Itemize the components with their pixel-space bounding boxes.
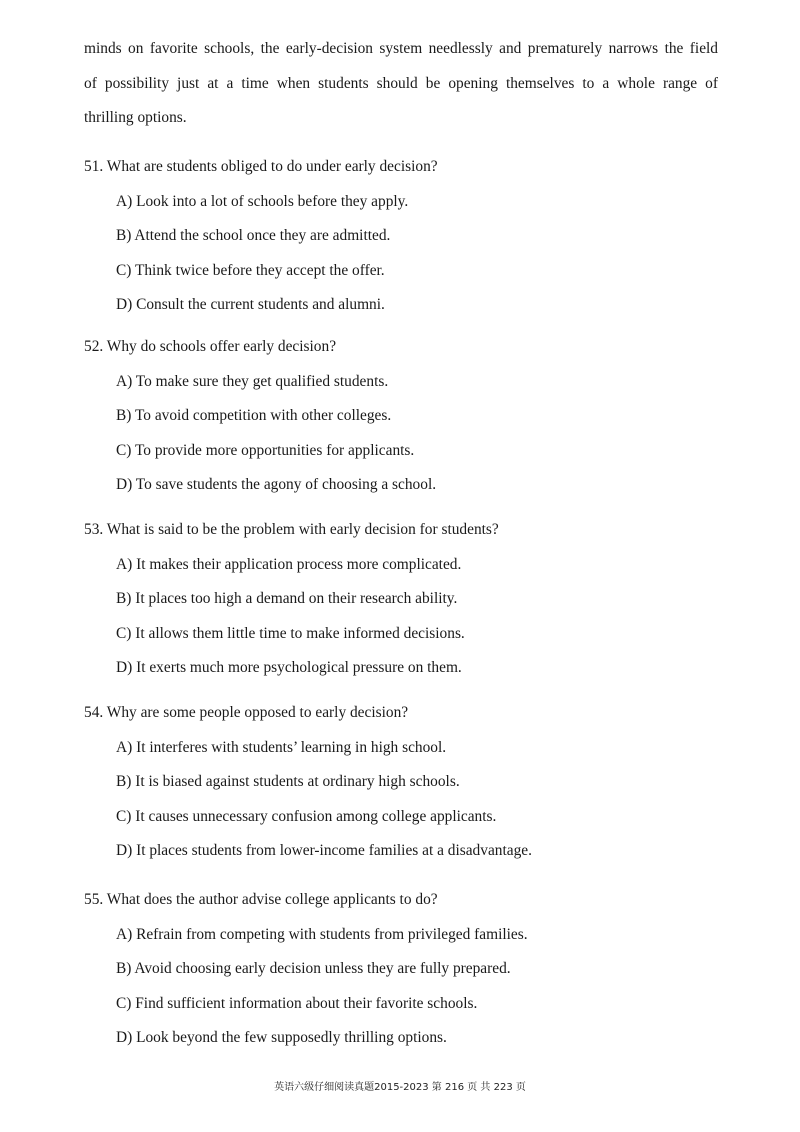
option-a: A) To make sure they get qualified students.: [116, 372, 389, 390]
page-footer: 英语六级仔细阅读真题2015-2023 第 216 页 共 223 页: [274, 1082, 526, 1093]
question-55: [84, 890, 528, 1048]
passage-paragraph: [84, 32, 718, 136]
option-c: C) It allows them little time to make informed decisions.: [116, 624, 465, 642]
question-53: [84, 520, 499, 678]
option-b: B) It places too high a demand on their research ability.: [116, 590, 458, 607]
option-d: D) Look beyond the few supposedly thrilling options.: [116, 1029, 447, 1046]
option-c: C) Find sufficient information about their favorite schools.: [116, 994, 478, 1012]
option-c: C) It causes unnecessary confusion among college applicants.: [116, 807, 497, 825]
question-stem: 54. Why are some people opposed to early decision?: [84, 704, 409, 721]
option-d: D) It places students from lower-income families at a disadvantage.: [116, 842, 532, 859]
option-a: A) It interferes with students’ learning in high school.: [116, 738, 447, 756]
question-stem: 52. Why do schools offer early decision?: [84, 338, 337, 355]
question-stem: 51. What are students obliged to do under early decision?: [84, 158, 438, 175]
option-a: A) Refrain from competing with students from privileged families.: [116, 925, 528, 943]
option-c: C) Think twice before they accept the offer.: [116, 261, 385, 279]
passage-line: minds on favorite schools, the early-decision system needlessly and prematurely narrows the field: [84, 40, 718, 57]
option-d: D) Consult the current students and alumni.: [116, 296, 385, 313]
question-54: [84, 703, 532, 861]
option-b: B) It is biased against students at ordinary high schools.: [116, 773, 460, 790]
option-a: A) It makes their application process more complicated.: [116, 555, 462, 573]
option-b: B) To avoid competition with other colleges.: [116, 407, 392, 424]
option-b: B) Avoid choosing early decision unless they are fully prepared.: [116, 960, 511, 977]
option-a: A) Look into a lot of schools before they apply.: [116, 192, 409, 210]
option-c: C) To provide more opportunities for applicants.: [116, 441, 415, 459]
question-stem: 55. What does the author advise college applicants to do?: [84, 891, 438, 908]
question-stem: 53. What is said to be the problem with early decision for students?: [84, 521, 499, 538]
option-d: D) To save students the agony of choosing a school.: [116, 476, 437, 493]
question-52: [84, 337, 436, 495]
passage-line: of possibility just at a time when students should be opening themselves to a whole range of: [84, 74, 718, 92]
question-51: [84, 157, 438, 315]
option-d: D) It exerts much more psychological pressure on them.: [116, 659, 462, 676]
option-b: B) Attend the school once they are admitted.: [116, 227, 391, 244]
passage-line: thrilling options.: [84, 109, 187, 126]
